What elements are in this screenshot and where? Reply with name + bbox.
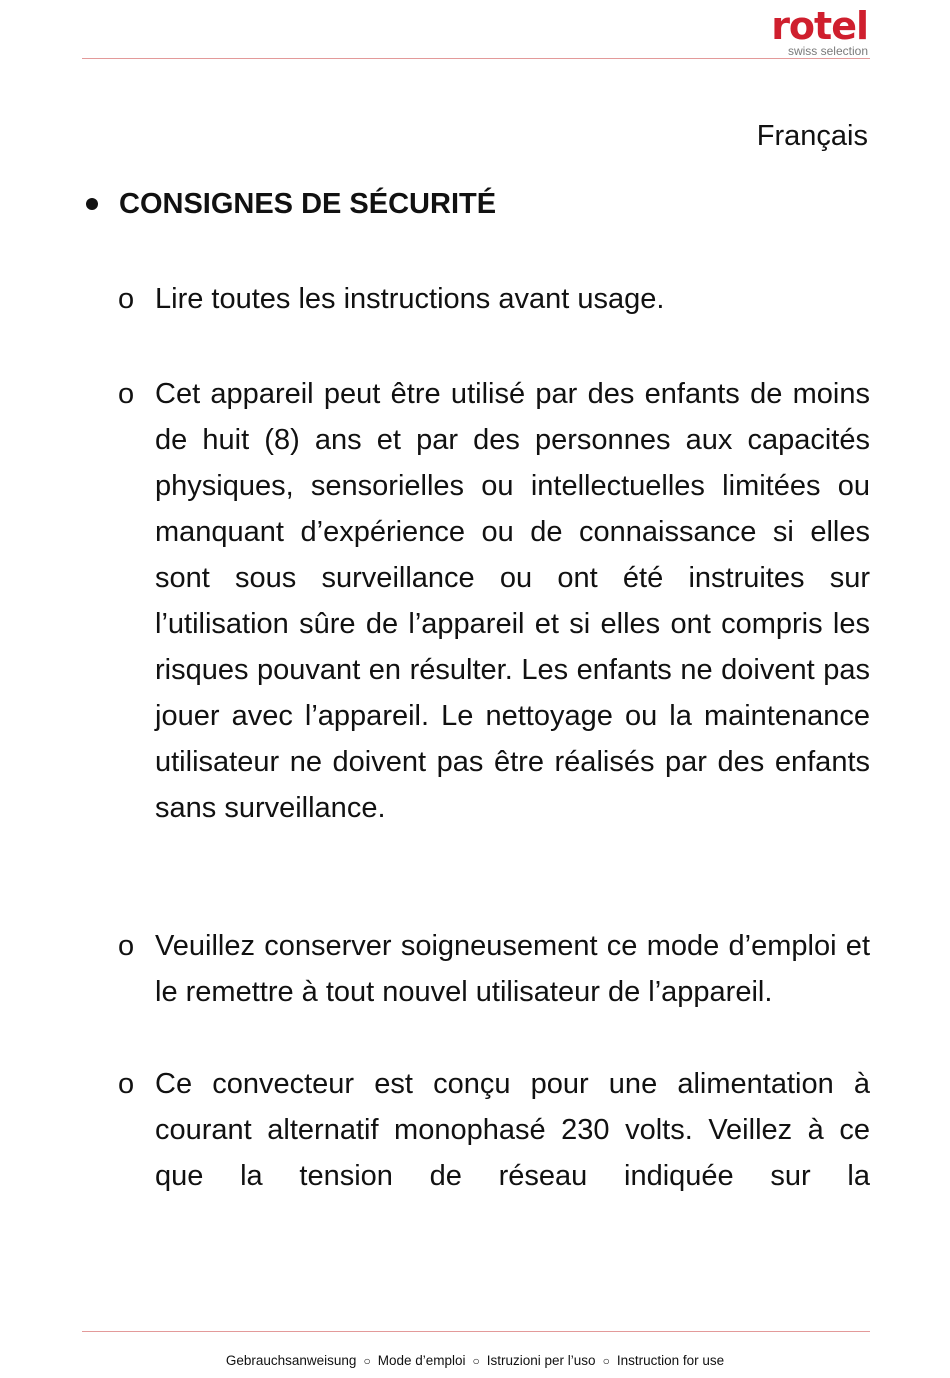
list-marker-icon: o bbox=[118, 1068, 135, 1100]
footer-link-german: Gebrauchsanweisung bbox=[225, 1353, 357, 1368]
bullet-dot-icon bbox=[86, 198, 98, 210]
separator-circle-icon: ○ bbox=[363, 1354, 371, 1368]
logo-wordmark: rotel bbox=[771, 4, 868, 48]
list-item bbox=[118, 276, 870, 322]
list-item bbox=[118, 1061, 870, 1199]
list-marker-icon: o bbox=[118, 378, 135, 410]
section-title: CONSIGNES DE SÉCURITÉ bbox=[119, 188, 497, 220]
language-label: Français bbox=[756, 120, 868, 152]
footer-divider bbox=[82, 1331, 870, 1332]
footer-language-links bbox=[0, 1352, 950, 1370]
footer-link-french: Mode d’emploi bbox=[377, 1353, 466, 1368]
list-item bbox=[118, 923, 870, 1015]
rotel-logo bbox=[718, 4, 868, 58]
section-heading bbox=[82, 184, 870, 224]
list-marker-icon: o bbox=[118, 930, 135, 962]
list-item bbox=[118, 371, 870, 831]
separator-circle-icon: ○ bbox=[472, 1354, 480, 1368]
list-item-text: Lire toutes les instructions avant usage. bbox=[155, 283, 665, 315]
list-item-text: Cet appareil peut être utilisé par des enfants de moins de huit (8) ans et par des personnes aux capacités physiques, sensorielles ou intellectuelles limitées ou manquant d’expérience ou de connaissance si elles sont sous surveillance ou ont été instruites sur l’utilisation sûre de l’appareil et si elles ont compris les risques pouvant en résulter. Les enfants ne doivent pas jouer avec l’appareil. Le nettoyage ou la maintenance utilisateur ne doivent pas être réalisés par des enfants sans surveillance. bbox=[155, 378, 870, 824]
logo-tagline: swiss selection bbox=[787, 44, 868, 58]
list-item-text: Veuillez conserver soigneusement ce mode d’emploi et le remettre à tout nouvel utilisateur de l’appareil. bbox=[155, 930, 870, 1008]
footer-link-english: Instruction for use bbox=[616, 1353, 725, 1368]
list-item-text: Ce convecteur est conçu pour une alimentation à courant alternatif monophasé 230 volts. Veillez à ce que la tension de réseau indiquée sur la bbox=[155, 1068, 870, 1192]
separator-circle-icon: ○ bbox=[602, 1354, 610, 1368]
footer-link-italian: Istruzioni per l’uso bbox=[486, 1353, 596, 1368]
header-divider bbox=[82, 58, 870, 59]
list-marker-icon: o bbox=[118, 283, 135, 315]
